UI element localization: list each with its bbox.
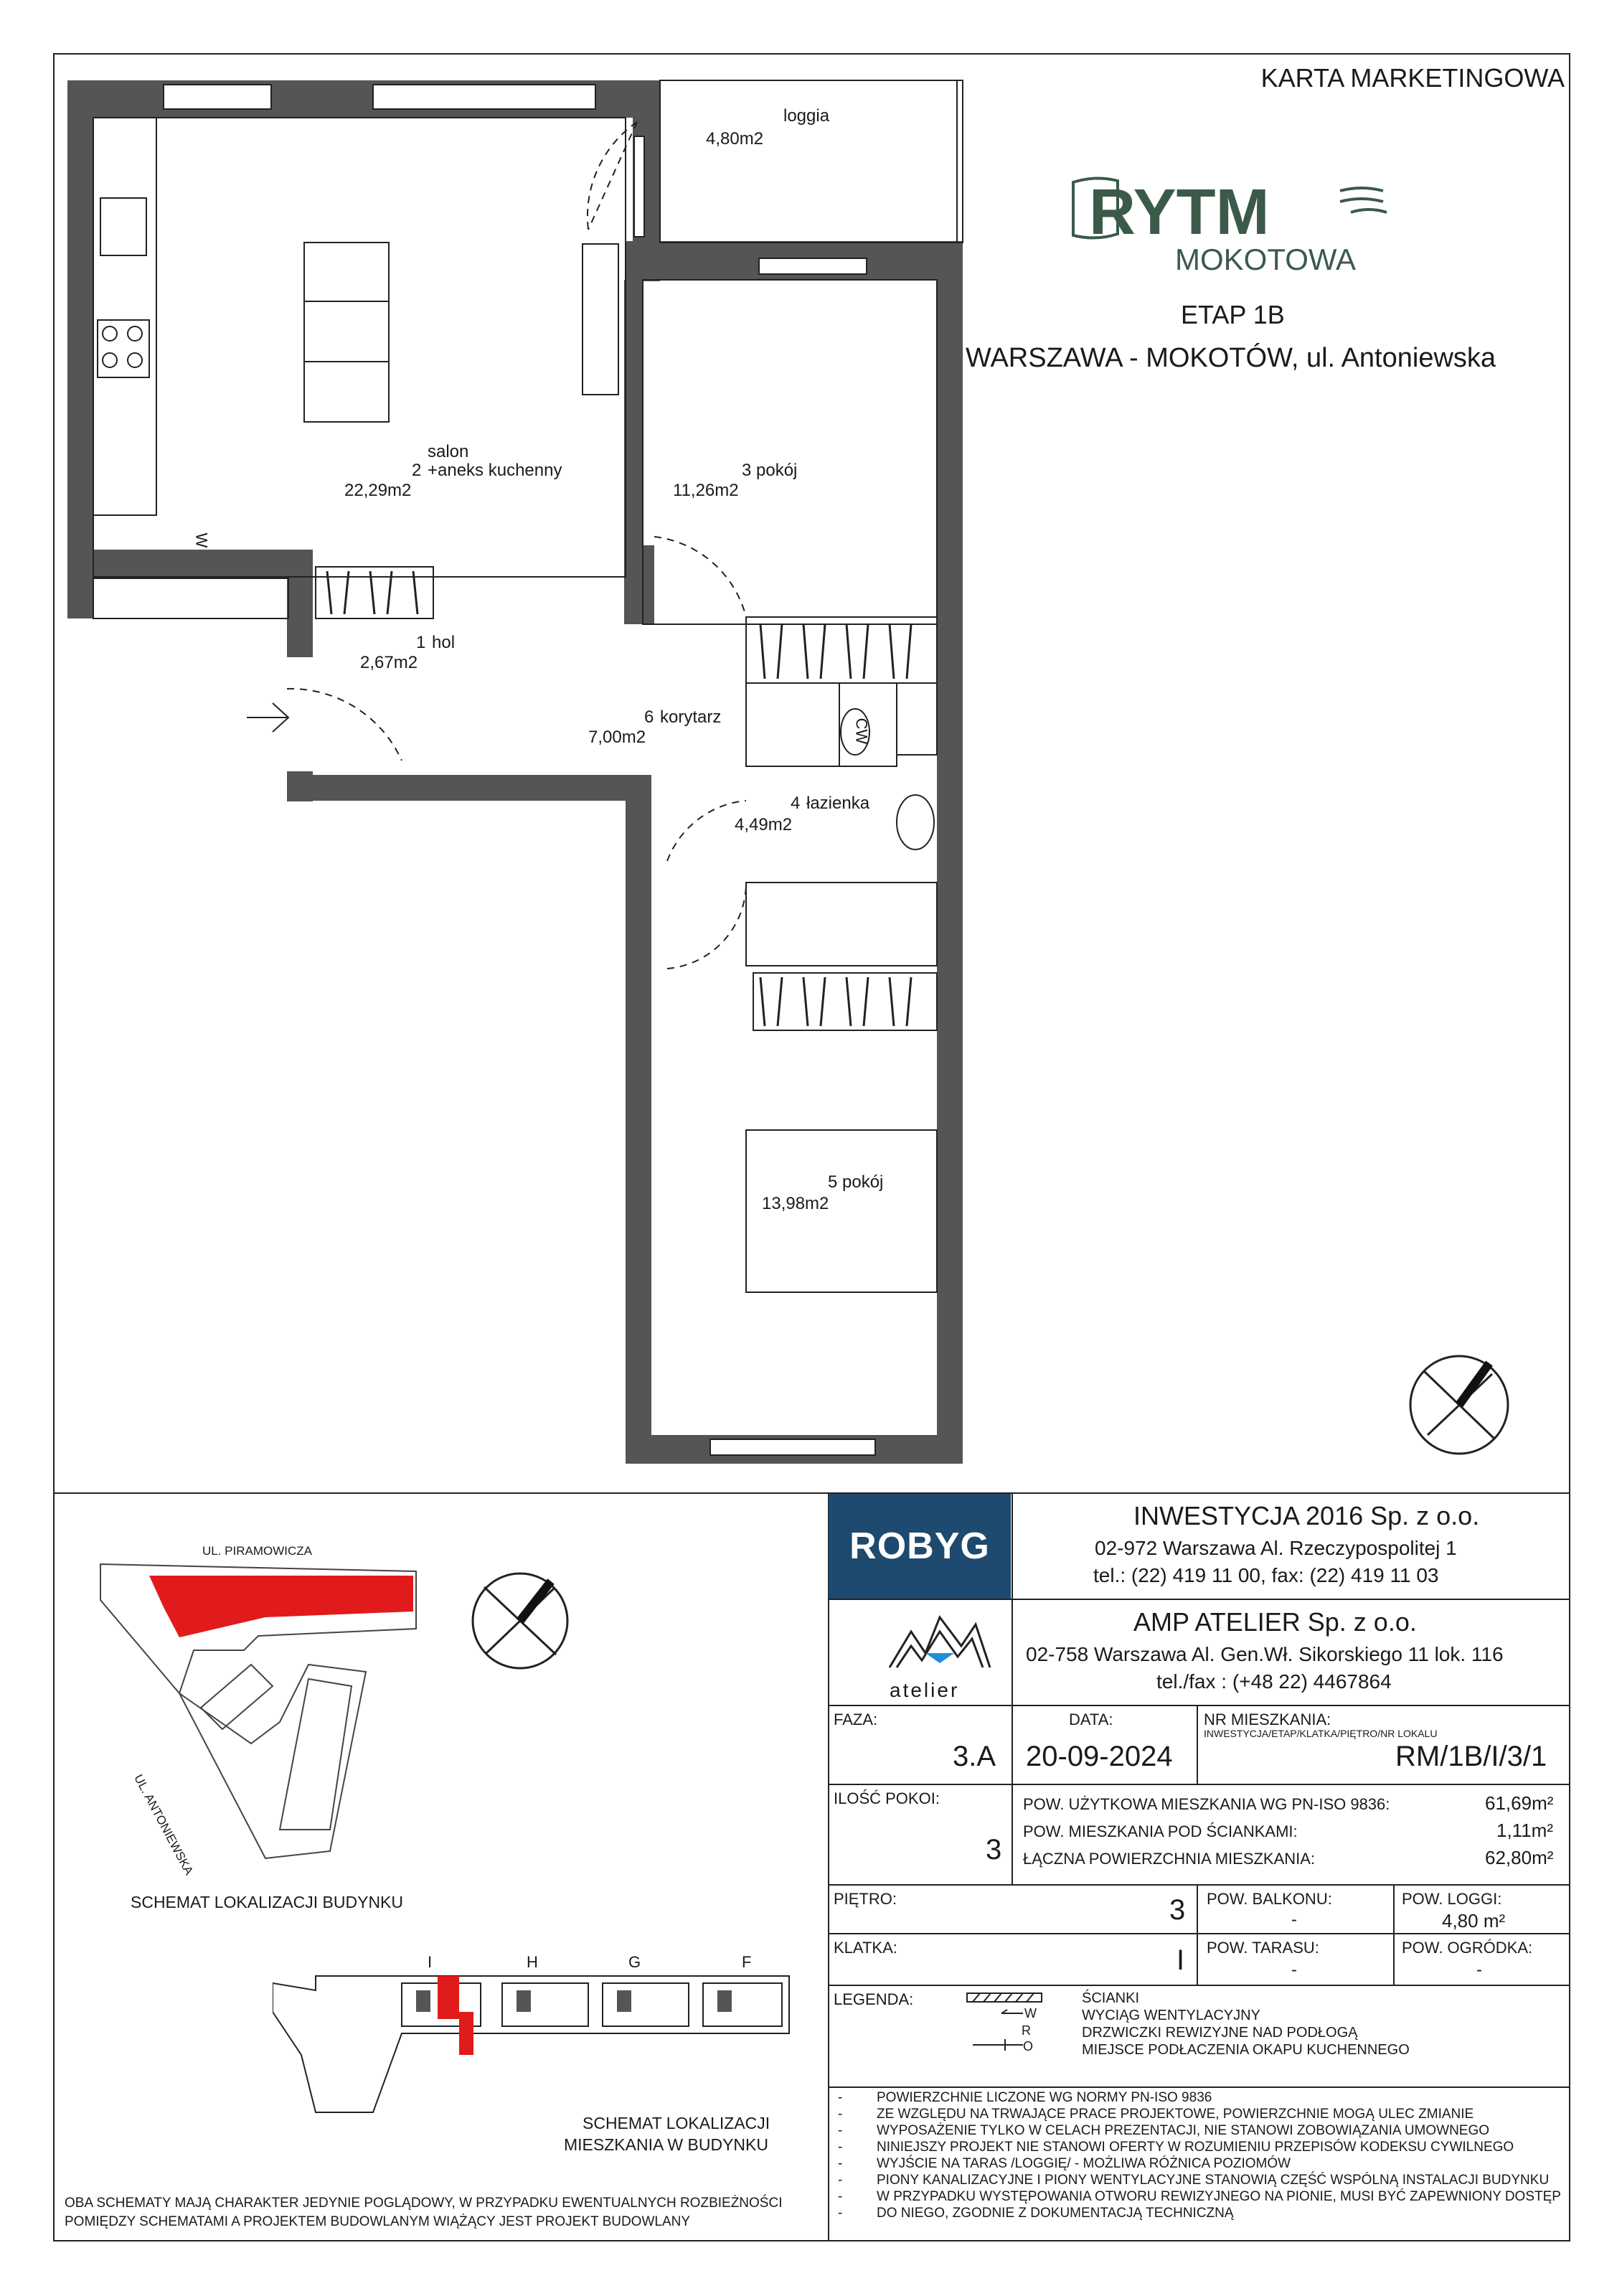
row-6-top bbox=[828, 2086, 1570, 2088]
loggia-label: POW. LOGGI: bbox=[1402, 1890, 1502, 1908]
window-3 bbox=[759, 258, 867, 274]
fridge-shelf bbox=[583, 244, 618, 395]
data-value: 20-09-2024 bbox=[1026, 1741, 1173, 1772]
door-arc-loggia bbox=[588, 122, 637, 230]
note-item: - WYPOSAŻENIE TYLKO W CELACH PREZENTACJI, NIE STANOWI ZOBOWIĄZANIA UMOWNEGO bbox=[877, 2122, 1561, 2139]
area1-label: POW. UŻYTKOWA MIESZKANIA WG PN-ISO 9836: bbox=[1023, 1795, 1390, 1813]
atelier-logo-graphic bbox=[882, 1603, 997, 1682]
room-5-name: pokój bbox=[842, 1172, 884, 1192]
rytm-logo-line2: MOKOTOWA bbox=[1175, 243, 1356, 276]
legend-symbol-r: R bbox=[1022, 2023, 1031, 2038]
door-arc-entry bbox=[287, 689, 402, 761]
balcony-label: POW. BALKONU: bbox=[1207, 1890, 1332, 1908]
klatka-label: KLATKA: bbox=[834, 1939, 897, 1957]
nr-value: RM/1B/I/3/1 bbox=[1395, 1741, 1547, 1772]
wc-mark: CW bbox=[852, 718, 871, 745]
floor-map-caption-2: MIESZKANIA W BUDYNKU bbox=[564, 2135, 768, 2154]
col-2 bbox=[1197, 1705, 1198, 1784]
atelier-logo-text: atelier bbox=[890, 1679, 960, 1701]
window-1 bbox=[164, 85, 271, 109]
stair-label-g: G bbox=[628, 1953, 641, 1971]
col-3 bbox=[1393, 1884, 1395, 1985]
door-arc-room3 bbox=[654, 537, 746, 617]
rytm-logo-line1: RYTM bbox=[1089, 177, 1270, 248]
room3-outline bbox=[643, 280, 937, 624]
wall-entry-bottom bbox=[287, 775, 650, 801]
floor-label: PIĘTRO: bbox=[834, 1890, 897, 1908]
col-2b bbox=[1197, 1884, 1198, 1985]
balcony-value: - bbox=[1291, 1910, 1297, 1929]
nr-label: NR MIESZKANIA: bbox=[1204, 1711, 1331, 1728]
note-item: - DO NIEGO, ZGODNIE Z DOKUMENTACJĄ TECHNICZNĄ bbox=[877, 2205, 1561, 2221]
washer-area bbox=[746, 683, 839, 766]
washbasin bbox=[897, 795, 934, 850]
wall-kitchen-bottom bbox=[93, 550, 306, 578]
compass-site bbox=[466, 1567, 574, 1675]
window-2 bbox=[373, 85, 595, 109]
area3-value: 62,80m² bbox=[1485, 1847, 1554, 1868]
room-korytarz-area: 7,00m2 bbox=[588, 728, 646, 747]
room-loggia-area: 4,80m2 bbox=[706, 129, 764, 149]
stair-label-i: I bbox=[428, 1953, 433, 1971]
sofa bbox=[304, 243, 389, 422]
atelier-logo-accent bbox=[925, 1653, 954, 1663]
investor-address: 02-972 Warszawa Al. Rzeczypospolitej 1 bbox=[1095, 1537, 1457, 1559]
room-korytarz-num: 6 bbox=[644, 707, 654, 727]
note-item: - ZE WZGLĘDU NA TRWAJĄCE PRACE PROJEKTOWE, POWIERZCHNIE MOGĄ ULEC ZMIANIE bbox=[877, 2106, 1561, 2122]
divider-vertical bbox=[828, 1492, 829, 2241]
entrance-arrow bbox=[247, 703, 288, 732]
door-arc-room5 bbox=[667, 883, 746, 969]
room-lazienka-num: 4 bbox=[791, 794, 801, 813]
card-title: KARTA MARKETINGOWA bbox=[1260, 63, 1565, 93]
wall-corridor-left bbox=[626, 775, 651, 1464]
compass-plan bbox=[1410, 1356, 1508, 1454]
row-4-top bbox=[828, 1933, 1570, 1934]
area2-value: 1,11m² bbox=[1496, 1820, 1553, 1841]
room-3-area: 11,26m2 bbox=[673, 481, 739, 500]
salon-outline bbox=[93, 118, 626, 577]
room-5-area: 13,98m2 bbox=[762, 1194, 829, 1213]
room-lazienka-area: 4,49m2 bbox=[735, 815, 793, 834]
room-salon-name2: +aneks kuchenny bbox=[428, 461, 562, 480]
rooms-value: 3 bbox=[986, 1834, 1002, 1866]
row-3-top bbox=[828, 1884, 1570, 1886]
note-item: - POWIERZCHNIE LICZONE WG NORMY PN-ISO 9836 bbox=[877, 2089, 1561, 2106]
notes-list bbox=[839, 2089, 1561, 2221]
area2-label: POW. MIESZKANIA POD ŚCIANKAMI: bbox=[1023, 1822, 1298, 1840]
row-2-top bbox=[828, 1784, 1570, 1785]
room-3-name: pokój bbox=[756, 461, 798, 480]
note-item: - NINIEJSZY PROJEKT NIE STANOWI OFERTY W ROZUMIENIU PRZEPISÓW KODEKSU CYWILNEGO bbox=[877, 2139, 1561, 2155]
garden-label: POW. OGRÓDKA: bbox=[1402, 1939, 1533, 1957]
divider-bottom bbox=[53, 1492, 1570, 1494]
note-item: - WYJŚCIE NA TARAS /LOGGIĘ/ - MOŻLIWA RÓŻNICA POZIOMÓW bbox=[877, 2155, 1561, 2172]
area1-value: 61,69m² bbox=[1485, 1792, 1554, 1814]
loggia-value: 4,80 m² bbox=[1442, 1910, 1506, 1932]
architect-phone: tel./fax : (+48 22) 4467864 bbox=[1156, 1670, 1392, 1693]
room-hol-name: hol bbox=[432, 633, 456, 652]
room-salon-name: salon bbox=[428, 442, 469, 461]
wall-center-pillar bbox=[627, 545, 654, 624]
wall-right bbox=[937, 241, 963, 1464]
vent-mark: W bbox=[192, 532, 211, 548]
shaft bbox=[897, 683, 937, 755]
klatka-value: I bbox=[1177, 1944, 1185, 1976]
floor-map-caption-1: SCHEMAT LOKALIZACJI bbox=[583, 2114, 770, 2132]
legend-item-walls: ŚCIANKI bbox=[1082, 1990, 1140, 2006]
legend-symbol-o: O bbox=[1023, 2039, 1034, 2053]
loggia-outline bbox=[660, 80, 963, 243]
investor-phone: tel.: (22) 419 11 00, fax: (22) 419 11 03 bbox=[1093, 1564, 1439, 1586]
site-highlight bbox=[149, 1576, 413, 1637]
area3-label: ŁĄCZNA POWIERZCHNIA MIESZKANIA: bbox=[1023, 1850, 1316, 1868]
legend-item-hood: MIEJSCE PODŁACZENIA OKAPU KUCHENNEGO bbox=[1082, 2042, 1410, 2058]
hol-recess bbox=[93, 578, 288, 618]
terrace-label: POW. TARASU: bbox=[1207, 1939, 1319, 1957]
investor-name: INWESTYCJA 2016 Sp. z o.o. bbox=[1133, 1501, 1480, 1530]
room-hol-area: 2,67m2 bbox=[360, 653, 418, 672]
terrace-value: - bbox=[1291, 1960, 1297, 1980]
col-1 bbox=[1012, 1705, 1013, 1884]
wall-left bbox=[67, 80, 93, 618]
street-piramowicza: UL. PIRAMOWICZA bbox=[202, 1544, 313, 1558]
room-loggia-name: loggia bbox=[783, 106, 830, 126]
row-5-top bbox=[828, 1985, 1570, 1986]
legend-symbol-w: W bbox=[1024, 2006, 1037, 2020]
floor-value: 3 bbox=[1169, 1894, 1186, 1926]
room-salon-num: 2 bbox=[412, 461, 422, 480]
stage-label: ETAP 1B bbox=[1181, 300, 1285, 329]
window-4 bbox=[710, 1439, 875, 1455]
room-korytarz-name: korytarz bbox=[660, 707, 722, 727]
garden-value: - bbox=[1476, 1960, 1482, 1980]
robyg-logo: ROBYG bbox=[829, 1494, 1011, 1599]
room-3-num: 3 bbox=[742, 461, 752, 480]
sink bbox=[100, 198, 146, 255]
room-5-num: 5 bbox=[828, 1172, 838, 1192]
legend-title: LEGENDA: bbox=[834, 1990, 914, 2008]
address-label: WARSZAWA - MOKOTÓW, ul. Antoniewska bbox=[966, 343, 1496, 373]
architect-address: 02-758 Warszawa Al. Gen.Wł. Sikorskiego 11 lok. 116 bbox=[1026, 1643, 1504, 1665]
row-investor-bottom bbox=[828, 1599, 1570, 1600]
site-map-caption: SCHEMAT LOKALIZACJI BUDYNKU bbox=[131, 1893, 404, 1911]
faza-value: 3.A bbox=[953, 1741, 996, 1772]
floor-map bbox=[273, 1969, 803, 2127]
nr-sub: INWESTYCJA/ETAP/KLATKA/PIĘTRO/NR LOKALU bbox=[1204, 1728, 1438, 1739]
data-label: DATA: bbox=[1069, 1711, 1113, 1728]
room-salon-area: 22,29m2 bbox=[344, 481, 412, 500]
legend-item-door: DRZWICZKI REWIZYJNE NAD PODŁOGĄ bbox=[1082, 2025, 1358, 2041]
architect-name: AMP ATELIER Sp. z o.o. bbox=[1133, 1607, 1417, 1637]
street-antoniewska: UL. ANTONIEWSKA bbox=[131, 1772, 197, 1878]
disclaimer-line-1: OBA SCHEMATY MAJĄ CHARAKTER JEDYNIE POGLĄDOWY, W PRZYPADKU EWENTUALNYCH ROZBIEŻNOŚCI bbox=[65, 2196, 783, 2211]
disclaimer-line-2: POMIĘDZY SCHEMATAMI A PROJEKTEM BUDOWLANYM WIĄŻĄCY JEST PROJEKT BUDOWLANY bbox=[65, 2214, 691, 2229]
site-map bbox=[93, 1557, 438, 1887]
room-lazienka-name: łazienka bbox=[806, 794, 870, 813]
note-item: - PIONY KANALIZACYJNE I PIONY WENTYLACYJNE STANOWIĄ CZĘŚĆ WSPÓLNĄ INSTALACJI BUDYNKU bbox=[877, 2172, 1561, 2188]
legend-item-vent: WYCIĄG WENTYLACYJNY bbox=[1082, 2008, 1260, 2023]
loggia-door bbox=[634, 136, 644, 237]
stair-label-f: F bbox=[742, 1953, 752, 1971]
faza-label: FAZA: bbox=[834, 1711, 878, 1728]
row-1-top bbox=[828, 1705, 1570, 1706]
rooms-label: ILOŚĆ POKOI: bbox=[834, 1789, 940, 1807]
note-item: - W PRZYPADKU WYSTĘPOWANIA OTWORU REWIZYJNEGO NA PIONIE, MUSI BYĆ ZAPEWNIONY DOSTĘP bbox=[877, 2188, 1561, 2205]
kitchen-counter bbox=[93, 118, 156, 515]
site-building bbox=[179, 1665, 366, 1858]
bathtub bbox=[746, 883, 937, 966]
room-hol-num: 1 bbox=[416, 633, 426, 652]
wall-hol-left bbox=[287, 550, 313, 657]
stair-label-h: H bbox=[527, 1953, 538, 1971]
